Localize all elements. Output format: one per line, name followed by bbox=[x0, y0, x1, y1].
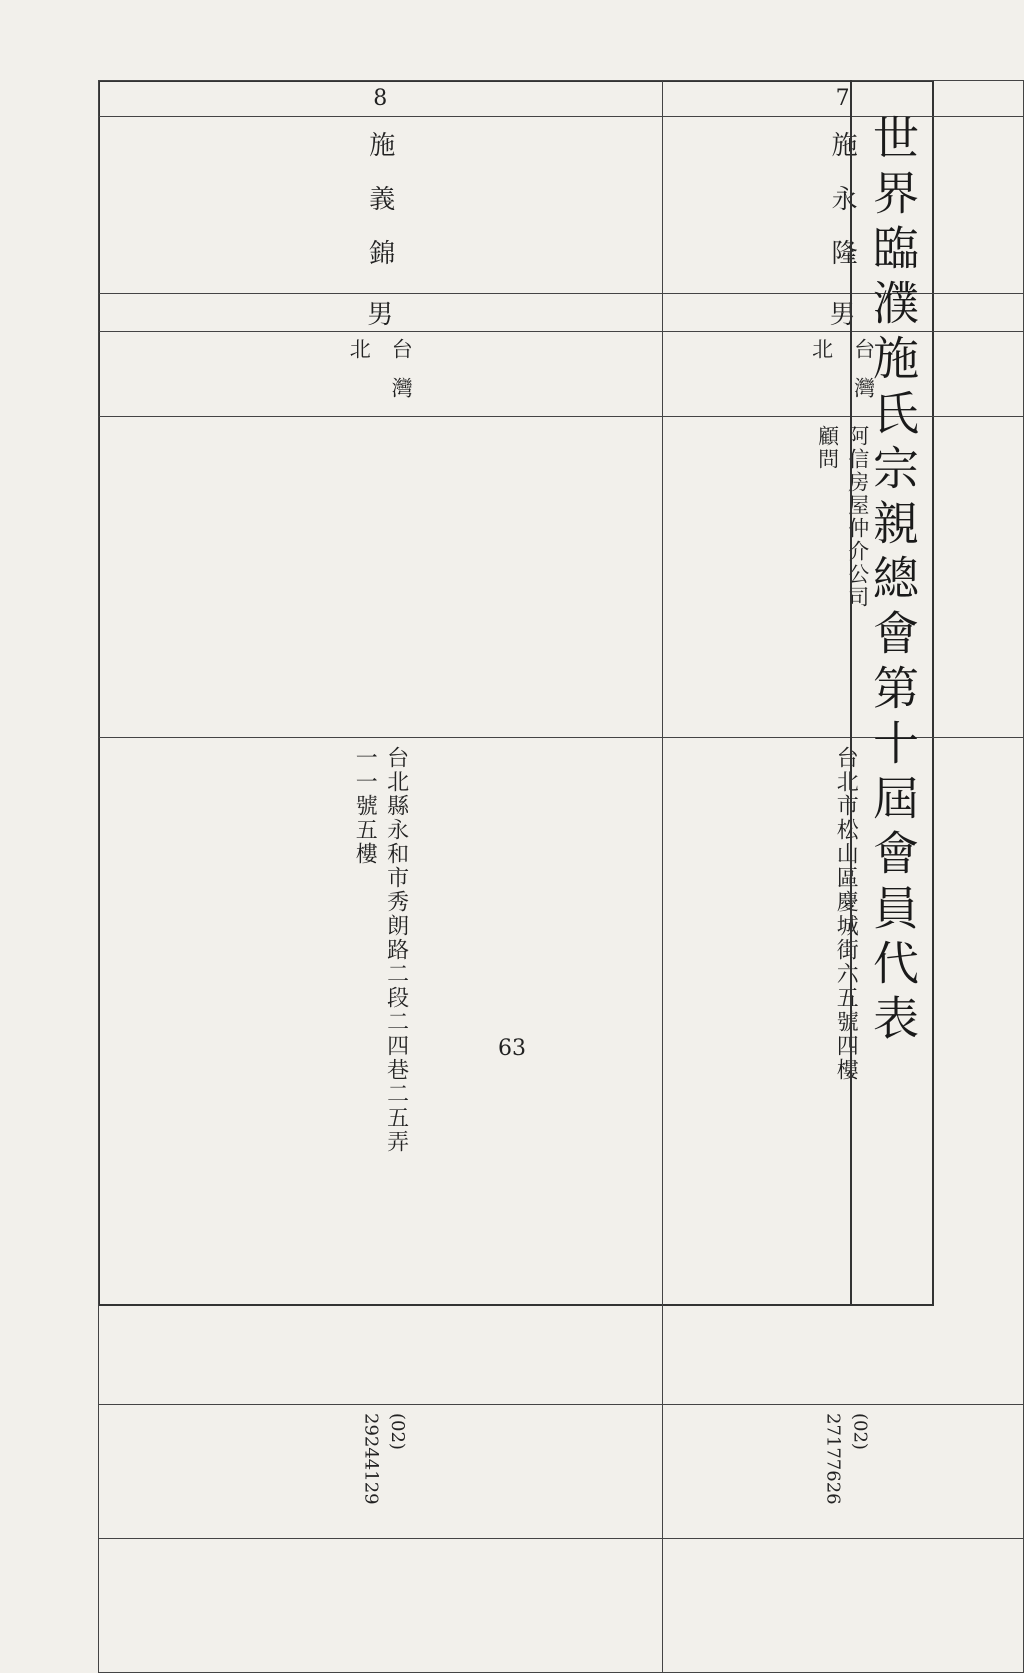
address-line-2: 一一號五樓 bbox=[352, 746, 378, 866]
page-number: 63 bbox=[498, 1036, 526, 1061]
member-occupation bbox=[99, 417, 663, 738]
member-sex bbox=[99, 294, 663, 332]
page-title: 世界臨濮施氏宗親總會第十屆會員代表 bbox=[866, 114, 920, 1049]
occupation-company: 阿信房屋仲介公司 bbox=[845, 425, 870, 609]
member-address bbox=[662, 738, 1023, 1405]
member-phone bbox=[99, 1405, 663, 1539]
address-line-1: 台北縣永和市秀朗路二段二四巷二五弄 bbox=[383, 746, 409, 1154]
member-area bbox=[99, 332, 663, 417]
area-line-1: 台灣 bbox=[851, 338, 876, 416]
member-sex bbox=[662, 294, 1023, 332]
area-line-2: 北 bbox=[347, 338, 372, 377]
member-name bbox=[662, 117, 1023, 294]
member-area bbox=[662, 332, 1023, 417]
member-name-text: 施義錦 bbox=[364, 131, 395, 293]
member-occupation bbox=[662, 417, 1023, 738]
member-sex-text: 男 bbox=[367, 300, 394, 330]
member-number-text: 8 bbox=[373, 86, 388, 111]
member-fax bbox=[99, 1539, 663, 1673]
title-cell bbox=[850, 80, 934, 1306]
address-line-1: 台北市松山區慶城街六五號四樓 bbox=[833, 746, 859, 1082]
occupation-title: 顧問 bbox=[815, 425, 840, 471]
member-number bbox=[99, 81, 663, 117]
area-line-2: 北 bbox=[809, 338, 834, 377]
phone-number-1: 29244129 bbox=[360, 1413, 382, 1505]
member-name-text: 施永隆 bbox=[827, 131, 858, 293]
member-phone bbox=[662, 1405, 1023, 1539]
phone-number-1: 27177626 bbox=[822, 1413, 844, 1505]
member-fax bbox=[662, 1539, 1023, 1673]
phone-area-code: (02) bbox=[386, 1413, 408, 1450]
member-address bbox=[99, 738, 663, 1405]
member-name bbox=[99, 117, 663, 294]
area-line-1: 台灣 bbox=[389, 338, 414, 416]
member-number-text: 7 bbox=[835, 86, 850, 111]
member-sex-text: 男 bbox=[829, 300, 856, 330]
phone-area-code: (02) bbox=[849, 1413, 871, 1450]
member-number bbox=[662, 81, 1023, 117]
